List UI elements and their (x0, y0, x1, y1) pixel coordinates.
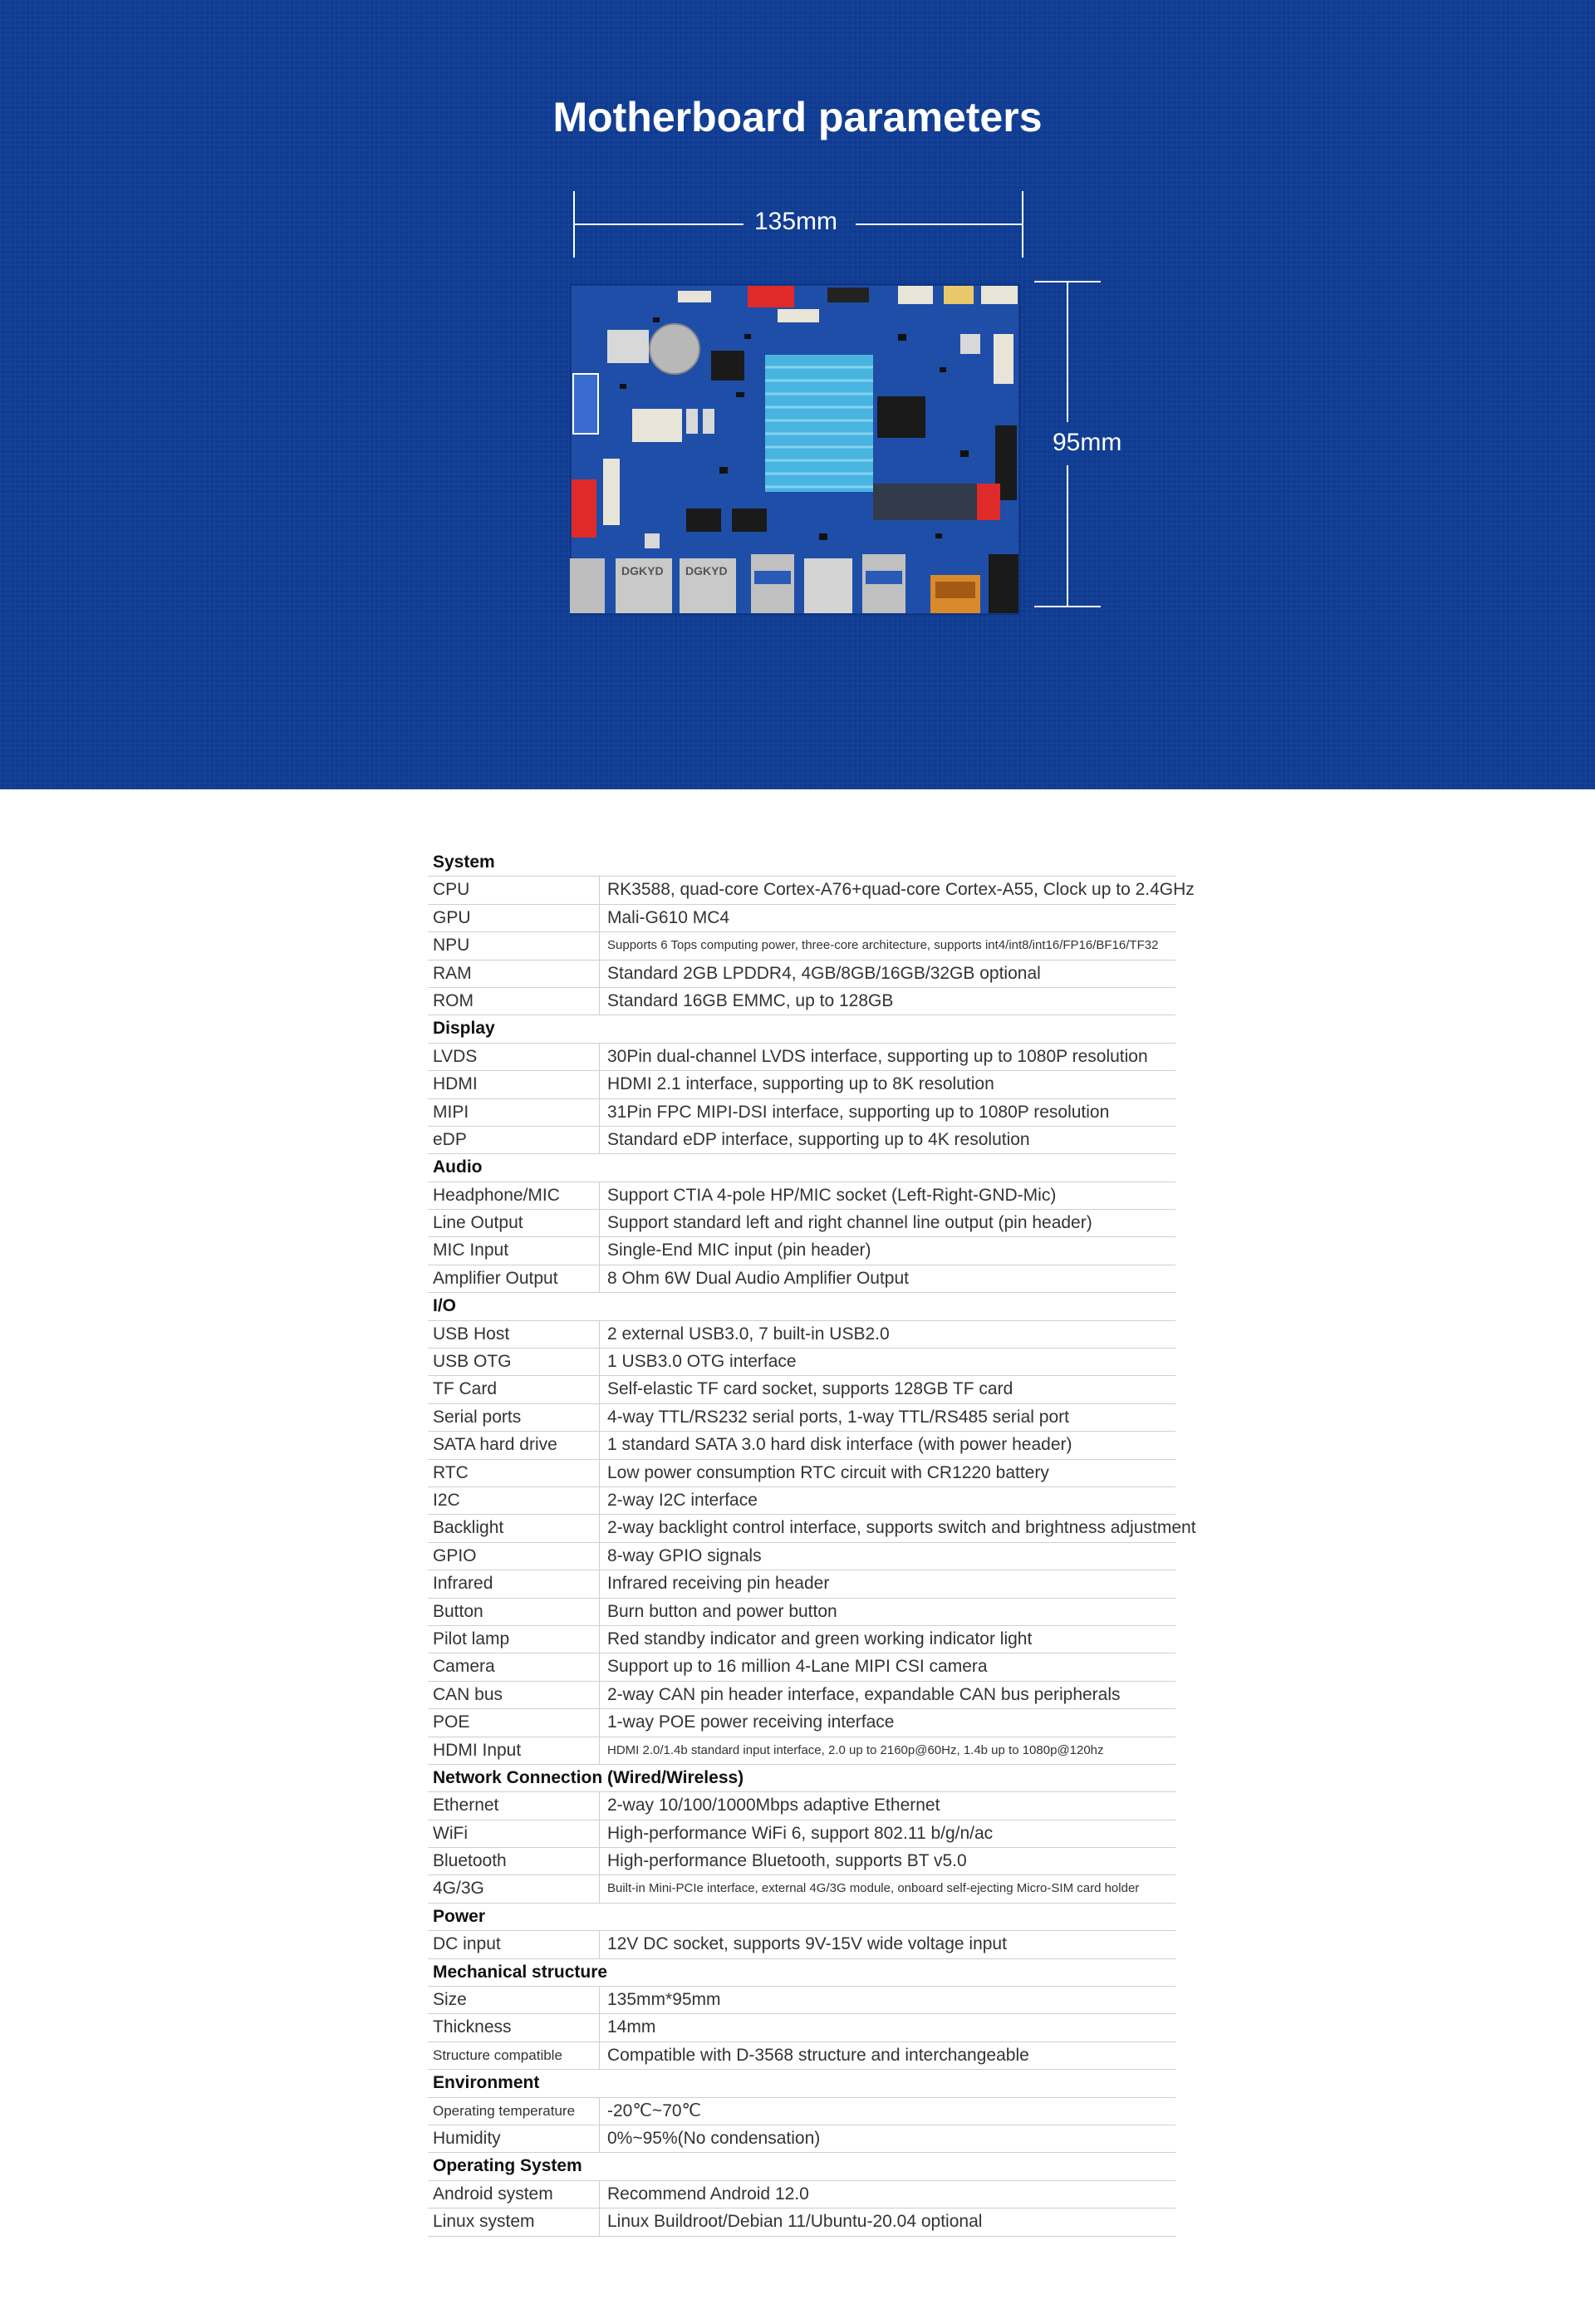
spec-label: Backlight (433, 1515, 600, 1541)
spec-label: Serial ports (433, 1404, 600, 1431)
spec-row (428, 1071, 1175, 1098)
spec-value: Standard eDP interface, supporting up to 4K resolution (607, 1129, 1030, 1149)
width-label: 135mm (754, 208, 838, 235)
spec-label: Linux system (433, 2209, 600, 2235)
spec-label: DC input (433, 1931, 600, 1958)
spec-label: GPU (433, 905, 600, 931)
spec-table (428, 849, 1196, 2237)
spec-label: Amplifier Output (433, 1265, 600, 1292)
spec-row (428, 1237, 1175, 1265)
spec-value: 1 standard SATA 3.0 hard disk interface (with power header) (607, 1435, 1072, 1455)
spec-value: 1-way POE power receiving interface (607, 1712, 895, 1732)
spec-row (428, 2014, 1175, 2041)
spec-label: Size (433, 1987, 600, 2013)
spec-row (428, 1127, 1175, 1154)
spec-row (428, 1848, 1175, 1875)
spec-row (428, 1321, 1175, 1349)
spec-row (428, 905, 1175, 932)
spec-row (428, 877, 1195, 904)
spec-value: High-performance Bluetooth, supports BT v5.0 (607, 1851, 967, 1871)
spec-label: NPU (433, 932, 600, 959)
spec-row (428, 1931, 1175, 1958)
spec-value: 8 Ohm 6W Dual Audio Amplifier Output (607, 1268, 909, 1288)
spec-value: Low power consumption RTC circuit with CR1220 battery (607, 1462, 1049, 1482)
spec-value: 4-way TTL/RS232 serial ports, 1-way TTL/RS485 serial port (607, 1407, 1069, 1427)
spec-label: Operating temperature (433, 2098, 600, 2125)
spec-row (428, 1487, 1175, 1515)
spec-label: SATA hard drive (433, 1432, 600, 1458)
spec-label: Ethernet (433, 1792, 600, 1819)
spec-row (428, 2181, 1175, 2209)
height-line-bottom (1067, 465, 1068, 607)
spec-row (428, 1182, 1175, 1210)
jack-label-1: DGKYD (621, 564, 664, 577)
spec-value: Compatible with D-3568 structure and interchangeable (607, 2045, 1029, 2065)
spec-value: Supports 6 Tops computing power, three-core architecture, supports int4/int8/int16/FP16/BF16/TF32 (607, 938, 1159, 953)
spec-label: LVDS (433, 1044, 600, 1070)
spec-section-heading: I/O (428, 1293, 1175, 1320)
spec-value: 135mm*95mm (607, 1990, 721, 2010)
spec-label: MIPI (433, 1099, 600, 1126)
spec-row (428, 2125, 1175, 2153)
spec-row (428, 1792, 1175, 1820)
spec-value: Infrared receiving pin header (607, 1574, 830, 1594)
spec-section-heading: Mechanical structure (428, 1959, 1175, 1987)
spec-label: eDP (433, 1127, 600, 1153)
spec-label: POE (433, 1709, 600, 1736)
spec-label: Structure compatible (433, 2042, 600, 2069)
spec-label: CAN bus (433, 1682, 600, 1708)
spec-value: RK3588, quad-core Cortex-A76+quad-core Cortex-A55, Clock up to 2.4GHz (607, 880, 1195, 900)
width-dimension (573, 191, 1023, 258)
spec-value: Support up to 16 million 4-Lane MIPI CSI camera (607, 1657, 988, 1677)
spec-label: Bluetooth (433, 1848, 600, 1874)
spec-row (428, 1543, 1175, 1570)
spec-row (428, 1626, 1175, 1653)
spec-label: Button (433, 1599, 600, 1625)
spec-row (428, 1709, 1175, 1737)
spec-label: Infrared (433, 1570, 600, 1597)
spec-row (428, 1349, 1175, 1376)
spec-label: HDMI (433, 1071, 600, 1098)
spec-row (428, 1099, 1175, 1127)
spec-section-heading: Power (428, 1904, 1175, 1931)
spec-row (428, 2098, 1175, 2125)
spec-value: Red standby indicator and green working indicator light (607, 1629, 1033, 1648)
spec-value: Built-in Mini-PCIe interface, external 4G/3G module, onboard self-ejecting Micro-SIM card holder (607, 1881, 1140, 1896)
spec-row (428, 1515, 1196, 1542)
spec-section-heading: System (428, 849, 1175, 877)
spec-row (428, 932, 1175, 960)
spec-section-heading: Display (428, 1015, 1175, 1043)
spec-label: WiFi (433, 1820, 600, 1847)
spec-value: 2-way 10/100/1000Mbps adaptive Ethernet (607, 1796, 940, 1815)
spec-label: RTC (433, 1460, 600, 1486)
page-title: Motherboard parameters (552, 94, 1043, 140)
spec-row (428, 1460, 1175, 1487)
spec-value: 2-way backlight control interface, supports switch and brightness adjustment (607, 1518, 1196, 1538)
spec-row (428, 1265, 1175, 1293)
spec-row (428, 2209, 1175, 2236)
height-line-top (1067, 281, 1068, 422)
spec-row (428, 1987, 1175, 2014)
spec-value: Support standard left and right channel line output (pin header) (607, 1213, 1092, 1233)
spec-label: MIC Input (433, 1237, 600, 1264)
spec-row (428, 1599, 1175, 1626)
spec-row (428, 1376, 1175, 1403)
width-tick-right (1022, 191, 1023, 258)
spec-value: 1 USB3.0 OTG interface (607, 1352, 797, 1372)
spec-row (428, 1737, 1175, 1765)
spec-value: 12V DC socket, supports 9V-15V wide voltage input (607, 1934, 1007, 1954)
spec-label: USB Host (433, 1321, 600, 1348)
spec-row (428, 1044, 1175, 1071)
spec-label: Camera (433, 1653, 600, 1680)
spec-value: Standard 2GB LPDDR4, 4GB/8GB/16GB/32GB optional (607, 963, 1041, 983)
spec-row (428, 988, 1175, 1015)
height-label: 95mm (1053, 429, 1122, 456)
spec-label: Humidity (433, 2125, 600, 2152)
spec-section-heading: Network Connection (Wired/Wireless) (428, 1765, 1175, 1792)
spec-label: USB OTG (433, 1349, 600, 1375)
spec-section-heading: Operating System (428, 2153, 1175, 2180)
spec-row (428, 961, 1175, 988)
spec-value: 30Pin dual-channel LVDS interface, supporting up to 1080P resolution (607, 1046, 1148, 1066)
spec-value: Support CTIA 4-pole HP/MIC socket (Left-Right-GND-Mic) (607, 1185, 1057, 1205)
width-line-right (856, 224, 1023, 225)
spec-row (428, 1210, 1175, 1237)
spec-section-heading: Audio (428, 1154, 1175, 1182)
spec-label: GPIO (433, 1543, 600, 1570)
motherboard-image (570, 284, 1020, 615)
spec-value: Mali-G610 MC4 (607, 907, 730, 927)
spec-label: I2C (433, 1487, 600, 1514)
spec-label: Line Output (433, 1210, 600, 1236)
spec-value: 2-way I2C interface (607, 1490, 758, 1510)
height-tick-bottom (1034, 606, 1101, 607)
spec-value: Standard 16GB EMMC, up to 128GB (607, 990, 894, 1010)
spec-value: Self-elastic TF card socket, supports 128GB TF card (607, 1379, 1013, 1399)
spec-label: Android system (433, 2181, 600, 2208)
spec-row (428, 1875, 1175, 1903)
spec-value: Linux Buildroot/Debian 11/Ubuntu-20.04 optional (607, 2212, 983, 2232)
height-dimension (1034, 281, 1122, 607)
spec-value: Burn button and power button (607, 1601, 837, 1621)
spec-row (428, 1404, 1175, 1432)
spec-value: Single-End MIC input (pin header) (607, 1241, 871, 1260)
spec-label: CPU (433, 877, 600, 903)
spec-value: -20℃~70℃ (607, 2100, 702, 2120)
spec-label: TF Card (433, 1376, 600, 1403)
spec-value: High-performance WiFi 6, support 802.11 b/g/n/ac (607, 1823, 994, 1843)
spec-row (428, 1653, 1175, 1681)
spec-value: 31Pin FPC MIPI-DSI interface, supporting up to 1080P resolution (607, 1102, 1110, 1122)
spec-value: HDMI 2.0/1.4b standard input interface, 2.0 up to 2160p@60Hz, 1.4b up to 1080p@120hz (607, 1742, 1104, 1757)
spec-row (428, 1682, 1175, 1709)
spec-row (428, 1570, 1175, 1598)
hero-banner (0, 0, 1595, 789)
spec-row (428, 2042, 1175, 2070)
spec-row (428, 1820, 1175, 1848)
spec-value: HDMI 2.1 interface, supporting up to 8K resolution (607, 1074, 994, 1094)
spec-value: Recommend Android 12.0 (607, 2184, 809, 2204)
spec-label: 4G/3G (433, 1875, 600, 1902)
spec-label: Headphone/MIC (433, 1182, 600, 1209)
spec-section-heading: Environment (428, 2070, 1175, 2097)
spec-value: 8-way GPIO signals (607, 1545, 762, 1565)
spec-value: 14mm (607, 2017, 656, 2037)
spec-value: 2-way CAN pin header interface, expandable CAN bus peripherals (607, 1684, 1121, 1704)
jack-label-2: DGKYD (685, 564, 728, 577)
spec-label: Thickness (433, 2014, 600, 2041)
spec-value: 0%~95%(No condensation) (607, 2128, 821, 2148)
width-line-left (573, 224, 744, 225)
spec-label: RAM (433, 961, 600, 987)
spec-label: Pilot lamp (433, 1626, 600, 1653)
spec-value: 2 external USB3.0, 7 built-in USB2.0 (607, 1324, 890, 1344)
spec-label: ROM (433, 988, 600, 1015)
spec-row (428, 1432, 1175, 1459)
spec-label: HDMI Input (433, 1737, 600, 1764)
